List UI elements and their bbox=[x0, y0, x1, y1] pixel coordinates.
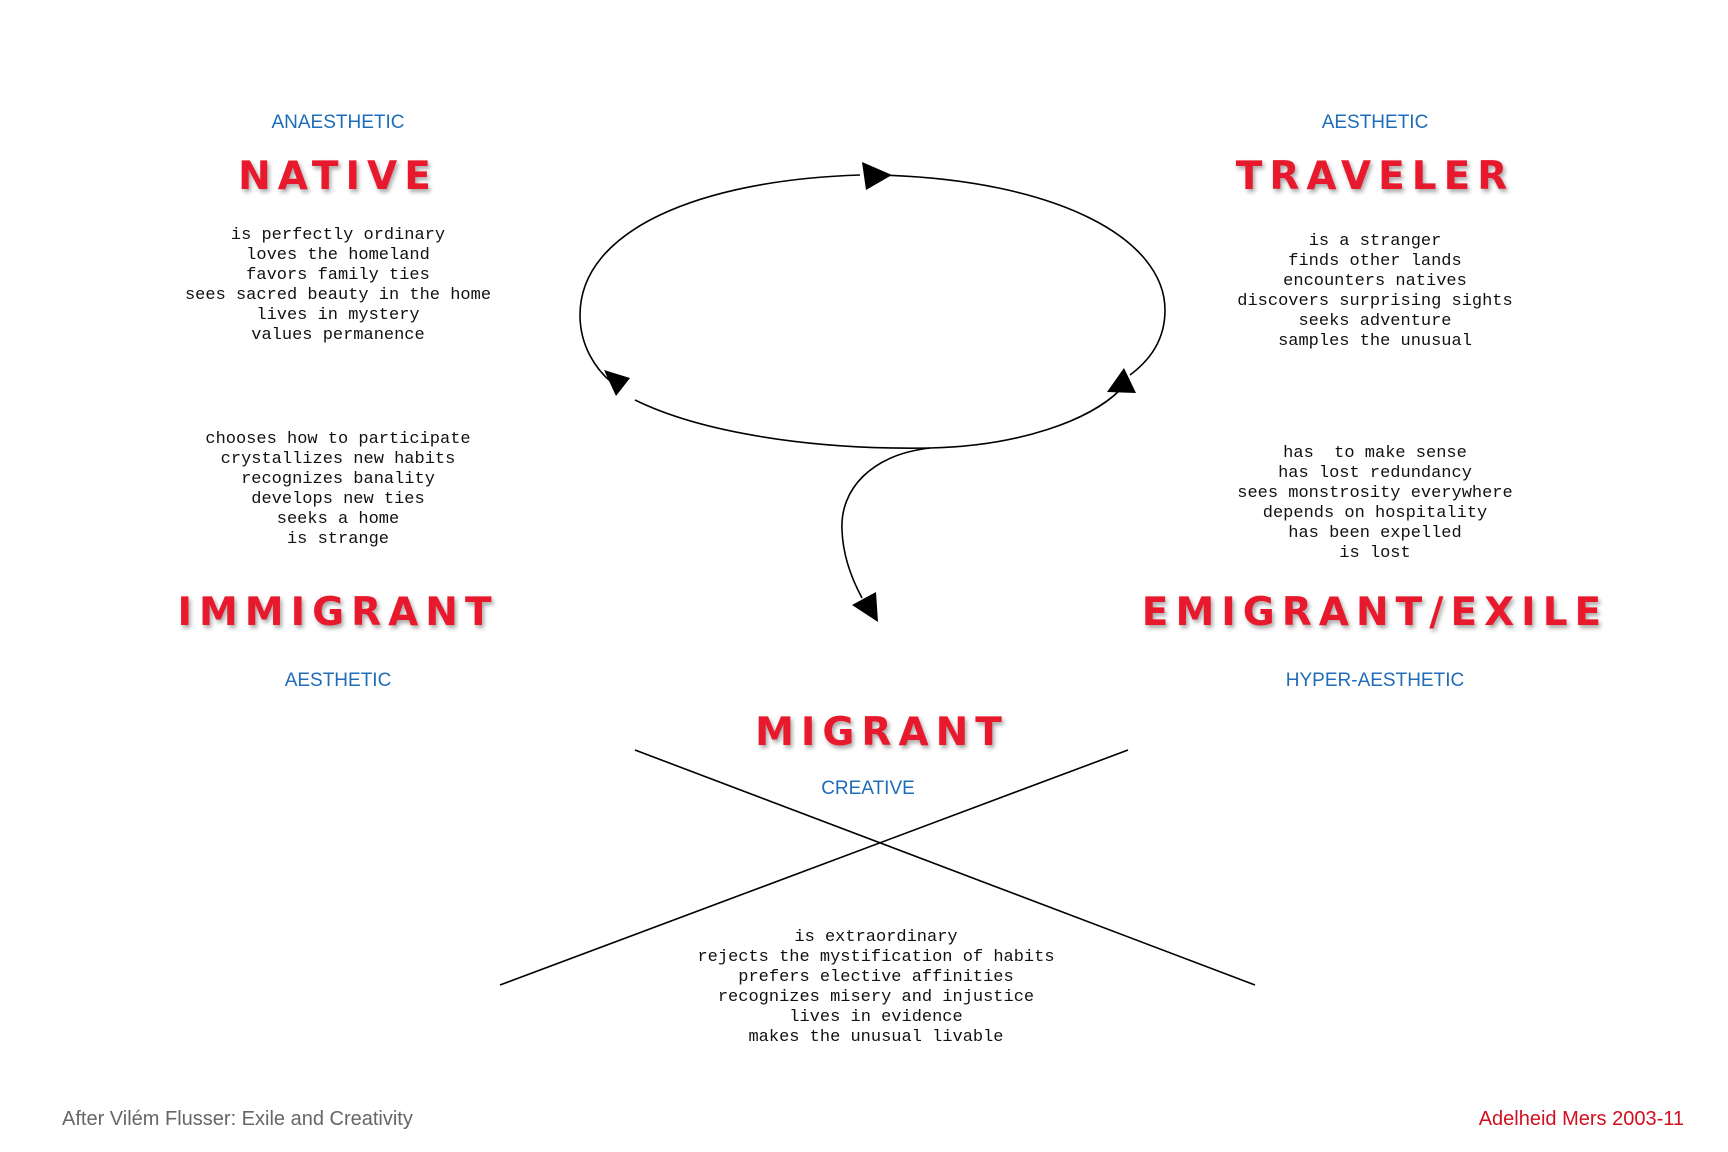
native-trait: lives in mystery bbox=[256, 306, 420, 325]
migrant-trait: recognizes misery and injustice bbox=[717, 988, 1035, 1007]
arrow-left-icon bbox=[604, 370, 630, 396]
immigrant-traits bbox=[78, 430, 598, 550]
native-traits bbox=[78, 226, 598, 346]
migrant-trait: prefers elective affinities bbox=[738, 968, 1014, 987]
emigrant-trait: sees monstrosity everywhere bbox=[1237, 484, 1513, 503]
immigrant-label: IMMIGRANT bbox=[177, 590, 499, 635]
migrant-trait: lives in evidence bbox=[789, 1008, 963, 1027]
arrow-right-icon bbox=[1107, 368, 1136, 393]
native-trait: sees sacred beauty in the home bbox=[184, 286, 492, 305]
native-label: NATIVE bbox=[238, 154, 438, 199]
traveler-quality: AESTHETIC bbox=[1321, 112, 1429, 133]
traveler-trait: finds other lands bbox=[1288, 252, 1462, 271]
native-trait: values permanence bbox=[251, 326, 425, 345]
emigrant-trait: is lost bbox=[1339, 544, 1411, 563]
migrant-traits bbox=[616, 928, 1136, 1048]
traveler-label: TRAVELER bbox=[1235, 154, 1515, 199]
emigrant-trait: has been expelled bbox=[1288, 524, 1462, 543]
cycle-arc-bottom bbox=[635, 390, 1120, 448]
immigrant-trait: develops new ties bbox=[251, 490, 425, 509]
migrant-label: MIGRANT bbox=[755, 710, 1009, 755]
migrant-trait: rejects the mystification of habits bbox=[697, 948, 1055, 967]
emigrant-traits bbox=[1115, 444, 1635, 564]
migrant-trait: is extraordinary bbox=[794, 928, 958, 947]
immigrant-trait: seeks a home bbox=[276, 510, 400, 529]
arrow-tail-icon bbox=[852, 592, 878, 622]
traveler-traits bbox=[1115, 232, 1635, 352]
author-credit: Adelheid Mers 2003-11 bbox=[1478, 1108, 1684, 1130]
immigrant-trait: crystallizes new habits bbox=[220, 450, 456, 469]
migrant-quality: CREATIVE bbox=[821, 778, 915, 799]
immigrant-trait: is strange bbox=[286, 530, 390, 549]
cycle-arc-left bbox=[580, 175, 860, 385]
cycle-tail bbox=[842, 448, 930, 598]
emigrant-trait: has to make sense bbox=[1283, 444, 1467, 463]
traveler-trait: discovers surprising sights bbox=[1237, 292, 1513, 311]
source-credit: After Vilém Flusser: Exile and Creativity bbox=[62, 1108, 413, 1130]
emigrant-quality: HYPER-AESTHETIC bbox=[1285, 670, 1465, 691]
traveler-trait: is a stranger bbox=[1308, 232, 1442, 251]
immigrant-trait: recognizes banality bbox=[241, 470, 435, 489]
emigrant-trait: has lost redundancy bbox=[1278, 464, 1472, 483]
native-trait: favors family ties bbox=[246, 266, 430, 285]
emigrant-trait: depends on hospitality bbox=[1262, 504, 1488, 523]
native-quality: ANAESTHETIC bbox=[271, 112, 405, 133]
traveler-trait: seeks adventure bbox=[1298, 312, 1452, 331]
migrant-trait: makes the unusual livable bbox=[748, 1028, 1004, 1047]
immigrant-trait: chooses how to participate bbox=[205, 430, 471, 449]
native-trait: loves the homeland bbox=[246, 246, 430, 265]
traveler-trait: encounters natives bbox=[1283, 272, 1467, 291]
emigrant-label: EMIGRANT/EXILE bbox=[1141, 590, 1609, 635]
immigrant-quality: AESTHETIC bbox=[284, 670, 392, 691]
native-trait: is perfectly ordinary bbox=[230, 226, 446, 245]
traveler-trait: samples the unusual bbox=[1278, 332, 1472, 351]
arrow-top-icon bbox=[862, 162, 892, 190]
